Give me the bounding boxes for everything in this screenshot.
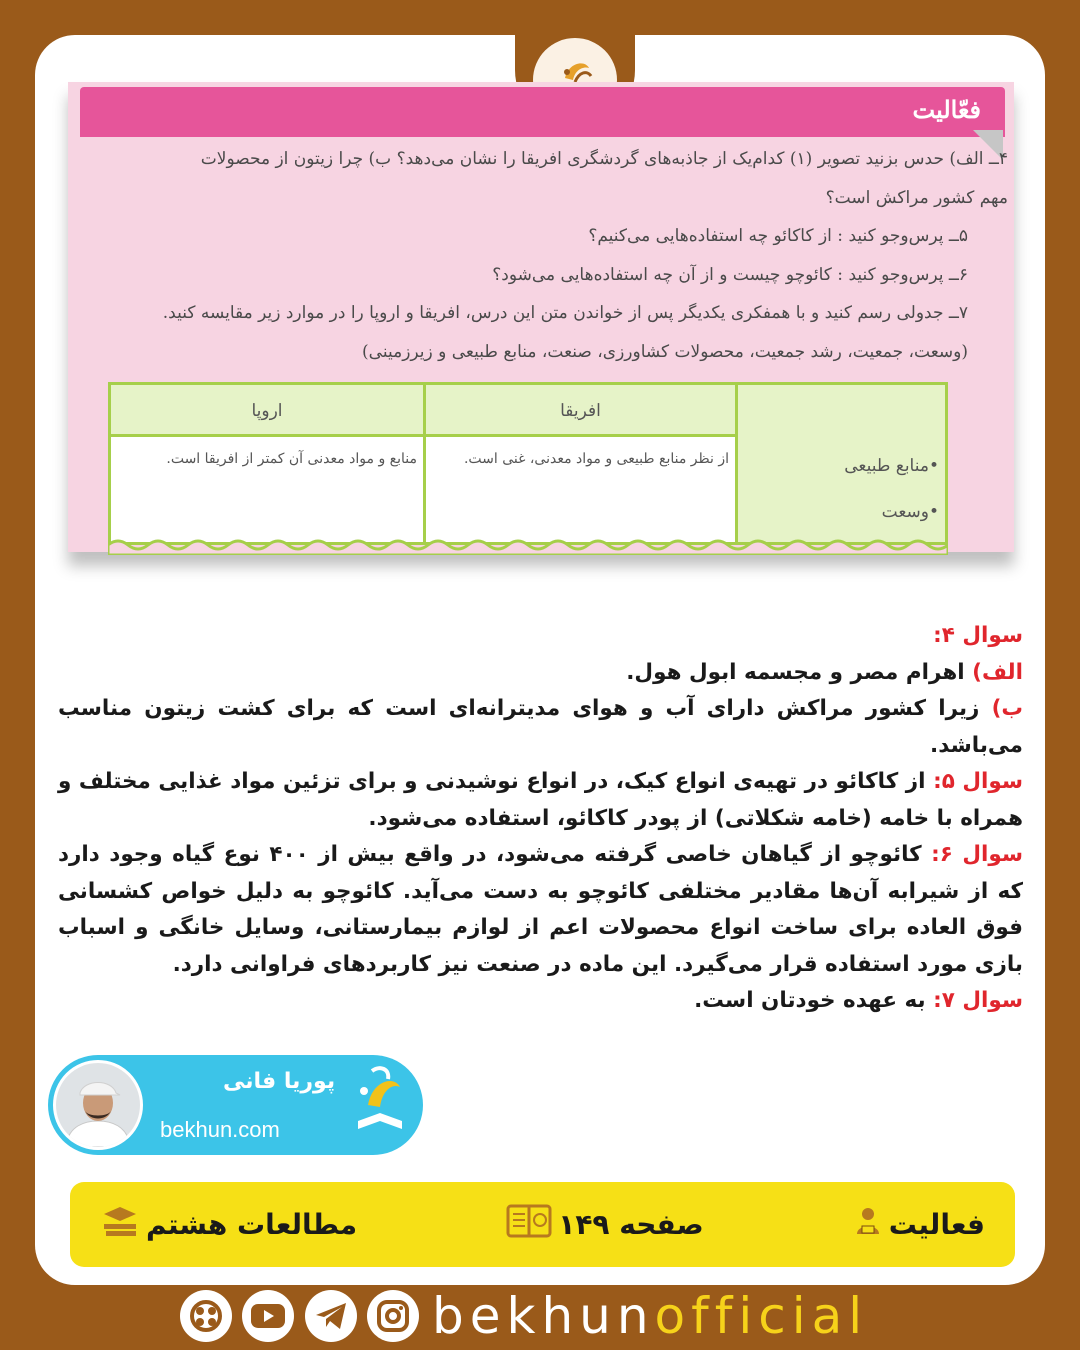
bekhun-logo-icon bbox=[350, 1061, 412, 1151]
q4a-text: اهرام مصر و مجسمه ابول هول. bbox=[626, 659, 973, 685]
q4b-label: ب) bbox=[991, 696, 1023, 721]
telegram-icon[interactable] bbox=[305, 1290, 357, 1342]
answer-q4a bbox=[58, 655, 1023, 692]
answer-q4b bbox=[58, 691, 1023, 764]
q4b-text: زیرا کشور مراکش دارای آب و هوای مدیترانه‌ای است که برای کشت زیتون مناسب می‌باشد. bbox=[58, 696, 1023, 758]
subject-tag bbox=[100, 1204, 357, 1245]
teacher-icon bbox=[853, 1206, 883, 1243]
page-label: صفحه ۱۴۹ bbox=[558, 1208, 704, 1241]
q4a-label: الف) bbox=[972, 659, 1023, 685]
activity-label: فعالیت bbox=[888, 1208, 985, 1241]
q5-label: سوال ۵: bbox=[933, 769, 1023, 794]
torn-edge-decoration bbox=[108, 537, 948, 555]
footer bbox=[0, 1285, 1080, 1350]
subject-label: مطالعات هشتم bbox=[146, 1208, 358, 1241]
table-cell-africa-natural: از نظر منابع طبیعی و مواد معدنی، غنی است. bbox=[463, 451, 729, 467]
column-header-europe: اروپا bbox=[111, 385, 423, 437]
textbook-questions bbox=[113, 140, 1008, 371]
page-tag bbox=[506, 1204, 703, 1245]
answer-q7 bbox=[58, 983, 1023, 1020]
answers-section bbox=[58, 618, 1023, 1020]
q6-text: کائوچو از گیاهان خاصی گرفته می‌شود، در واقع بیش از ۴۰۰ نوع گیاه وجود دارد که از شیرابه آن‌ها مقادیر مختلفی کائوچو به دست می‌آید. کائوچو به دلیل خواص کشسانی فوق العاده برای ساخت انواع محصولات اعم از لوازم بیمارستانی، وسایل خانگی و اسباب بازی مورد استفاده قرار می‌گیرد. این ماده در صنعت نیز کاربردهای فراوانی دارد. bbox=[58, 842, 1023, 977]
author-badge[interactable] bbox=[48, 1055, 423, 1155]
textbook-line: (وسعت، جمعیت، رشد جمعیت، محصولات کشاورزی، صنعت، منابع طبیعی و زیرزمینی) bbox=[362, 341, 968, 362]
brand-handle-white: bekhun bbox=[432, 1287, 655, 1345]
textbook-excerpt bbox=[68, 82, 1014, 552]
q5-text: از کاکائو در تهیه‌ی انواع کیک، در انواع نوشیدنی و برای تزئین مواد غذایی مختلف و همراه با خامه (خامه شکلاتی) از پودر کاکائو، استفاده می‌شود. bbox=[58, 769, 1023, 831]
book-open-icon bbox=[506, 1204, 552, 1245]
answer-q6 bbox=[58, 837, 1023, 983]
table-cell-europe-natural: منابع و مواد معدنی آن کمتر از افریقا است. bbox=[166, 451, 417, 467]
q7-text: به عهده خودتان است. bbox=[694, 988, 934, 1013]
youtube-icon[interactable] bbox=[242, 1290, 294, 1342]
table-row-label bbox=[738, 437, 945, 549]
author-name: پوریا فانی bbox=[223, 1069, 336, 1094]
avatar bbox=[53, 1060, 143, 1150]
activity-tag bbox=[853, 1206, 985, 1243]
table-column-europe bbox=[111, 385, 423, 542]
brand-handle[interactable] bbox=[432, 1285, 868, 1347]
row-label-natural-resources: •منابع طبیعی bbox=[844, 456, 939, 476]
author-website-link[interactable]: bekhun.com bbox=[160, 1117, 280, 1142]
q7-label: سوال ۷: bbox=[933, 988, 1023, 1013]
graduation-books-icon bbox=[100, 1204, 140, 1245]
table-row-header-column bbox=[735, 385, 945, 542]
textbook-line: ۵ــ پرس‌وجو کنید : از کاکائو چه استفاده‌هایی می‌کنیم؟ bbox=[588, 226, 968, 246]
answer-q5 bbox=[58, 764, 1023, 837]
brand-handle-yellow: official bbox=[654, 1287, 869, 1345]
table-corner-cell bbox=[738, 385, 945, 437]
comparison-table bbox=[108, 382, 948, 545]
textbook-header bbox=[80, 87, 1005, 137]
info-bar bbox=[70, 1182, 1015, 1267]
textbook-line: ۴ــ الف) حدس بزنید تصویر (۱) کدام‌یک از جاذبه‌های گردشگری افریقا را نشان می‌دهد؟ ب) چرا زیتون از محصولات bbox=[200, 149, 1008, 169]
textbook-header-title: فعّالیت bbox=[912, 95, 981, 124]
textbook-line: مهم کشور مراکش است؟ bbox=[825, 187, 1008, 208]
instagram-icon[interactable] bbox=[367, 1290, 419, 1342]
answer-q4-title bbox=[58, 618, 1023, 655]
table-column-africa bbox=[423, 385, 735, 542]
textbook-line: ۷ــ جدولی رسم کنید و با همفکری یکدیگر پس از خواندن متن این درس، افریقا و اروپا را در موارد زیر مقایسه کنید. bbox=[162, 303, 968, 323]
q6-label: سوال ۶: bbox=[931, 842, 1023, 867]
aparat-icon[interactable] bbox=[180, 1290, 232, 1342]
row-label-area: •وسعت bbox=[881, 502, 939, 522]
column-header-africa: افریقا bbox=[426, 385, 735, 437]
q4-label: سوال ۴: bbox=[933, 623, 1023, 648]
textbook-line: ۶ــ پرس‌وجو کنید : کائوچو چیست و از آن چه استفاده‌هایی می‌شود؟ bbox=[492, 264, 968, 285]
